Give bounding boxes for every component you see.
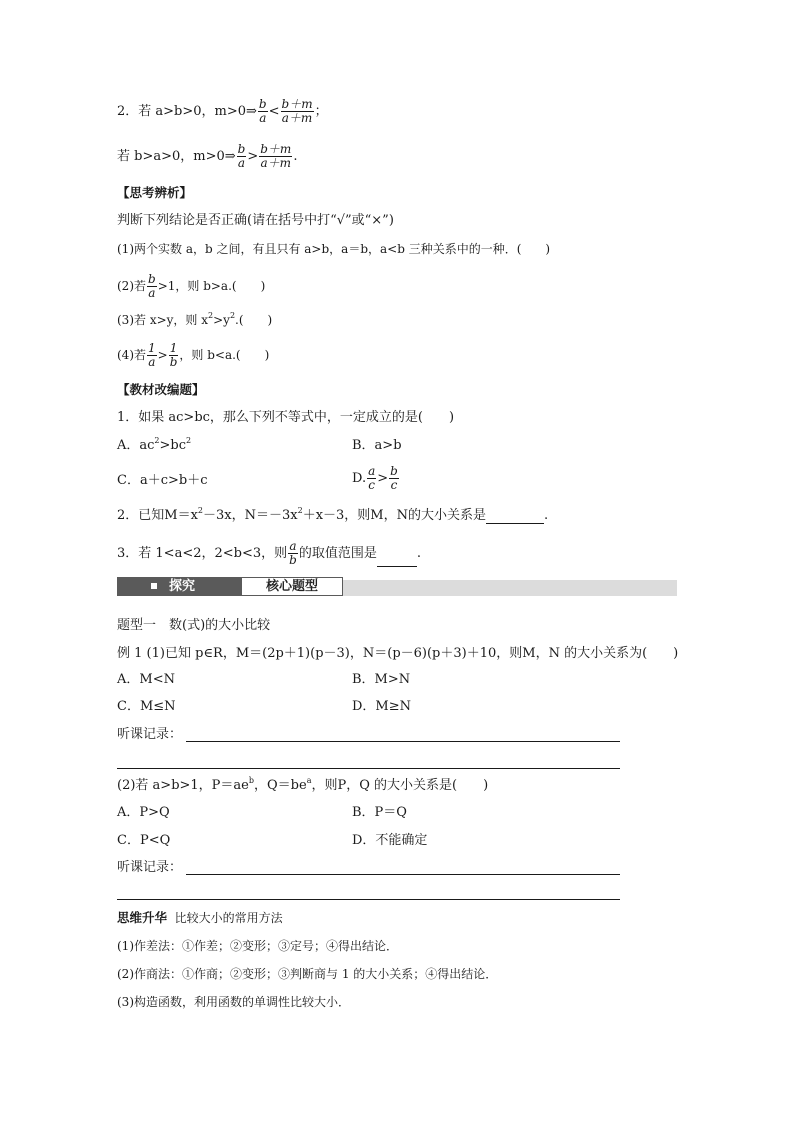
relation-sign: >: [377, 471, 389, 486]
condition-text: b>a>0，m>0⇒: [134, 149, 236, 164]
section-banner-explore: [117, 577, 241, 596]
property-2-line-1: [117, 98, 328, 125]
ex2-prefix: (2)若 a>b>1，P＝ae: [117, 778, 249, 793]
option-a-text: A．ac: [117, 438, 155, 453]
item-number: 2．若: [117, 104, 156, 119]
think-q3: [117, 312, 272, 328]
condition-text: a>b>0，m>0⇒: [155, 104, 257, 119]
fraction-b-over-a: $\frac{b}{a}$: [237, 142, 246, 170]
q4-prefix: (4)若: [117, 348, 146, 362]
notes-line[interactable]: [117, 768, 620, 769]
q2-suffix: >1，则 b>a.( ): [157, 279, 266, 293]
think-q2: [117, 273, 265, 300]
textbook-q3: [117, 540, 421, 567]
ex2-option-c: C．P<Q: [117, 833, 171, 848]
ex1-option-c: C．M≤N: [117, 699, 176, 714]
notes-line[interactable]: [186, 741, 620, 742]
q3-suffix: .( ): [235, 313, 273, 327]
summary-method-3: (3)构造函数，利用函数的单调性比较大小．: [117, 995, 350, 1009]
summary-heading: [117, 910, 283, 926]
notes-label: 听课记录：: [117, 727, 183, 742]
exponent: 2: [229, 311, 236, 320]
q3-prefix: 3．若 1<a<2，2<b<3，则: [117, 546, 288, 561]
q3-prefix: (3)若 x>y，则 x: [117, 313, 208, 327]
example1-part2: [117, 778, 488, 794]
ex2-suffix: ，则P，Q 的大小关系是( ): [311, 778, 489, 793]
section-banner-core: 核心题型: [241, 577, 343, 596]
exponent: 2: [297, 506, 303, 515]
fraction-1-over-a: $\frac{1}{a}$: [148, 341, 156, 369]
type1-heading: 题型一 数(式)的大小比较: [117, 618, 271, 633]
fraction-bm-over-am: $\frac{b+m}{a+m}$: [260, 142, 292, 170]
exponent: 2: [154, 436, 160, 445]
relation-sign: >: [247, 149, 259, 164]
summary-title: 思维升华: [117, 910, 168, 925]
think-q1: (1)两个实数 a，b 之间，有且只有 a>b，a＝b，a<b 三种关系中的一种．( ): [117, 242, 551, 256]
ex1-option-a: A．M<N: [117, 672, 175, 687]
fraction-bm-over-am: $\frac{b+m}{a+m}$: [281, 97, 313, 125]
answer-blank[interactable]: [377, 552, 417, 567]
fraction-1-over-b: $\frac{1}{b}$: [169, 341, 178, 369]
summary-method-1: (1)作差法：①作差；②变形；③定号；④得出结论．: [117, 939, 399, 953]
ex2-option-d: D．不能确定: [352, 833, 428, 848]
relation-sign: <: [268, 104, 280, 119]
option-d-prefix: D.: [352, 471, 367, 486]
property-2-line-2: [117, 143, 297, 170]
think-intro: 判断下列结论是否正确(请在括号中打“√”或“×”): [117, 213, 394, 228]
q2-suffix: ＋x－3，则M，N的大小关系是: [302, 508, 486, 523]
banner-left-label: 探究: [169, 579, 196, 594]
square-bullet-icon: [151, 583, 157, 589]
exponent: 2: [186, 436, 192, 445]
ex1-option-b: B．M>N: [352, 672, 411, 687]
textbook-option-c: C．a＋c>b＋c: [117, 473, 208, 488]
ex2-option-b: B．P＝Q: [352, 805, 407, 820]
exponent: 2: [208, 311, 214, 320]
fraction-a-over-b: $\frac{a}{b}$: [289, 539, 297, 567]
q3-suffix: 的取值范围是: [298, 546, 377, 561]
punctuation: .: [293, 149, 298, 164]
answer-blank[interactable]: [486, 509, 544, 524]
fraction-b-over-a: $\frac{b}{a}$: [148, 272, 156, 300]
exponent: b: [248, 776, 254, 785]
fraction-a-over-c: $\frac{a}{c}$: [368, 464, 376, 492]
summary-subtitle: 比较大小的常用方法: [174, 911, 283, 925]
notes-line[interactable]: [186, 874, 620, 875]
ex2-option-a: A．P>Q: [117, 805, 170, 820]
think-heading: 【思考辨析】: [117, 185, 193, 200]
fraction-b-over-c: $\frac{b}{c}$: [390, 464, 398, 492]
prefix-text: 若: [117, 149, 135, 164]
punctuation: .: [416, 546, 421, 561]
notes-line[interactable]: [117, 899, 620, 900]
ex1-option-d: D．M≥N: [352, 699, 412, 714]
q2-prefix: 2．已知M＝x: [117, 508, 198, 523]
fraction-b-over-a: $\frac{b}{a}$: [258, 97, 267, 125]
q3-mid: >y: [213, 313, 230, 327]
punctuation: .: [544, 508, 549, 523]
textbook-option-b: B．a>b: [352, 438, 402, 453]
textbook-option-d: [352, 465, 400, 492]
q2-prefix: (2)若: [117, 279, 146, 293]
punctuation: ；: [314, 104, 328, 119]
notes-label: 听课记录：: [117, 860, 183, 875]
think-q4: [117, 342, 269, 369]
option-a-mid: >bc: [159, 438, 187, 453]
exponent: a: [306, 776, 312, 785]
q2-mid: －3x，N＝－3x: [203, 508, 298, 523]
textbook-q1: 1．如果 ac>bc，那么下列不等式中，一定成立的是( ): [117, 410, 455, 425]
exponent: 2: [197, 506, 204, 515]
textbook-option-a: [117, 438, 191, 454]
textbook-q2: [117, 508, 548, 524]
ex2-mid: ，Q＝be: [254, 778, 307, 793]
relation-sign: >: [157, 348, 168, 362]
textbook-heading: 【教材改编题】: [117, 382, 205, 397]
q4-suffix: ，则 b<a.( ): [179, 348, 270, 362]
summary-method-2: (2)作商法：①作商；②变形；③判断商与 1 的大小关系；④得出结论．: [117, 967, 498, 981]
example1-part1: 例 1 (1)已知 p∈R，M＝(2p＋1)(p－3)，N＝(p－6)(p＋3)＋10，则M，N 的大小关系为( ): [117, 646, 679, 661]
